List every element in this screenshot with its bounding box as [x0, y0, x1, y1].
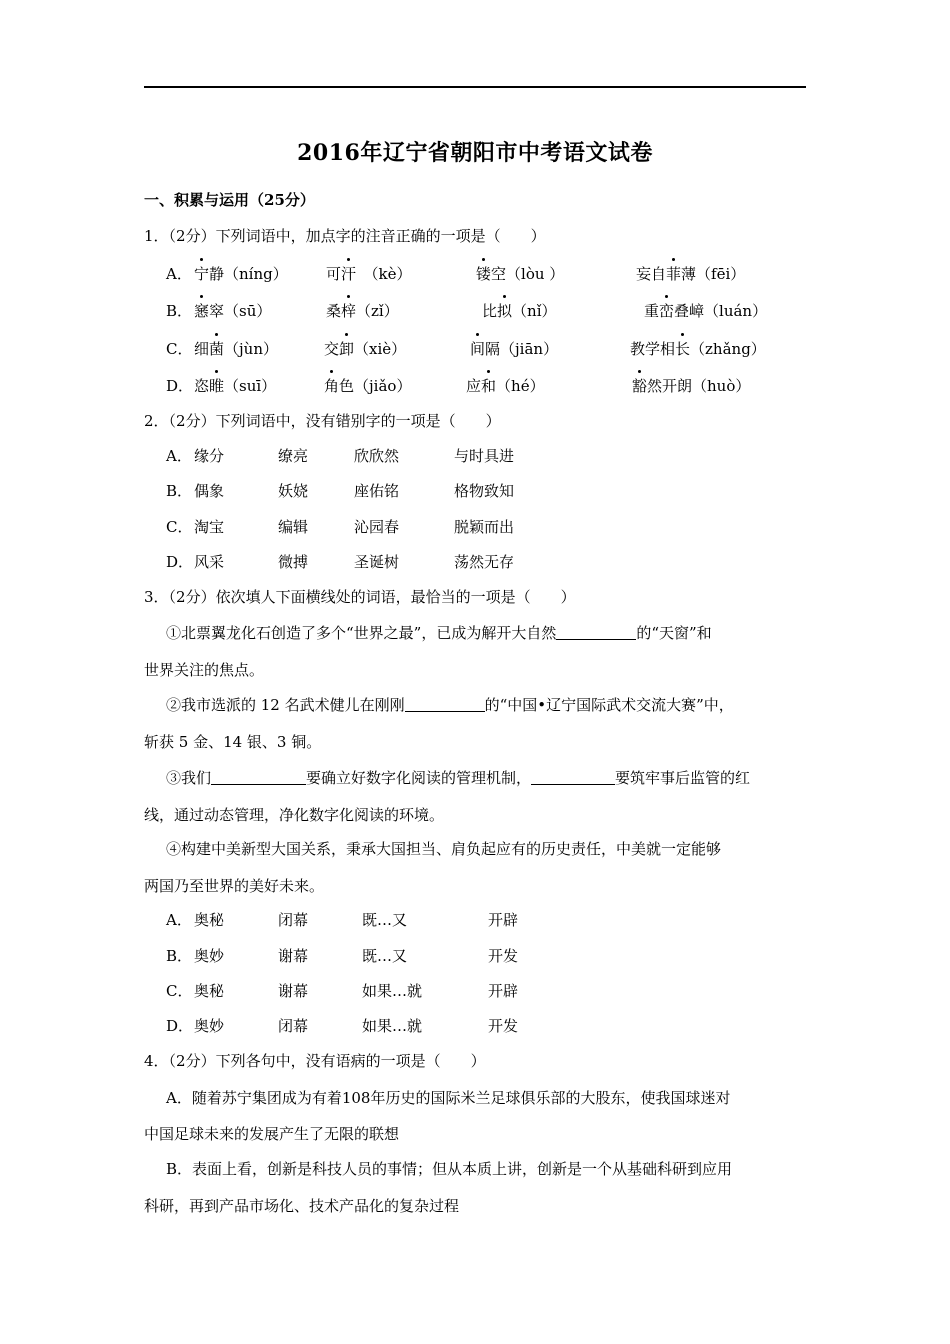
q2-option-item: 编辑 [278, 518, 309, 536]
q3-option-item: 闭幕 [278, 1017, 309, 1035]
q3-option-item: 奥妙 [194, 947, 225, 965]
page-title: 2016年辽宁省朝阳市中考语文试卷 [297, 140, 653, 166]
section-heading: 一、积累与运用（25分） [144, 191, 315, 209]
q3-option-item: 开辟 [488, 982, 519, 1000]
q3-option-item: 开发 [488, 947, 519, 965]
q3-option-item: 奥妙 [194, 1017, 225, 1035]
question-2-stem: 2．（2分）下列词语中，没有错别字的一项是（ ） [144, 412, 501, 430]
q2-option-item: 淘宝 [194, 518, 225, 536]
q3-option-item: 开辟 [488, 911, 519, 929]
q4-option-a-cont: 中国足球未来的发展产生了无限的联想 [144, 1125, 400, 1143]
q2-option-item: 脱颖而出 [454, 518, 515, 536]
q2-option-item: 妖娆 [278, 482, 309, 500]
q1-option-item: 桑梓（zǐ） [326, 302, 399, 320]
q2-option-label: B． [166, 482, 193, 500]
q3-option-item: 奥秘 [194, 911, 225, 929]
q1-option-item: 重峦叠嶂（luán） [644, 302, 768, 320]
q1-option-label: A． [166, 265, 192, 283]
q3-option-item: 既…又 [362, 911, 408, 929]
q2-option-item: 沁园春 [354, 518, 400, 536]
q1-option-label: B． [166, 302, 193, 320]
q1-option-item: 恣睢（suī） [194, 377, 277, 395]
q3-option-label: D． [166, 1017, 194, 1035]
fill-blank [405, 695, 485, 712]
q1-option-item: 豁然开朗（huò） [632, 377, 751, 395]
q2-option-item: 缭亮 [278, 447, 309, 465]
header-rule [144, 86, 806, 88]
q1-option-item: 镂空（lòu ） [476, 265, 565, 283]
q3-option-item: 闭幕 [278, 911, 309, 929]
q1-option-item: 窸窣（sū） [194, 302, 272, 320]
q4-option-a: A．随着苏宁集团成为有着108年历史的国际米兰足球俱乐部的大股东，使我国球迷对 [166, 1089, 731, 1107]
q1-option-item: 间隔（jiān） [470, 340, 559, 358]
q2-option-item: 荡然无存 [454, 553, 515, 571]
q4-option-b-cont: 科研，再到产品市场化、技术产品化的复杂过程 [144, 1197, 460, 1215]
q2-option-item: 圣诞树 [354, 553, 400, 571]
q3-sentence-2: ②我市选派的 12 名武术健儿在刚刚 的“中国•辽宁国际武术交流大赛”中， [166, 696, 734, 714]
q2-option-item: 格物致知 [454, 482, 515, 500]
q3-option-item: 既…又 [362, 947, 408, 965]
q2-option-item: 风采 [194, 553, 225, 571]
q1-option-item: 角色（jiǎo） [324, 377, 412, 395]
q1-option-label: C． [166, 340, 193, 358]
question-1-stem: 1．（2分）下列词语中，加点字的注音正确的一项是（ ） [144, 227, 546, 245]
q2-option-label: C． [166, 518, 193, 536]
q2-option-label: D． [166, 553, 194, 571]
q3-sentence-1-cont: 世界关注的焦点。 [144, 661, 265, 679]
q3-option-item: 谢幕 [278, 982, 309, 1000]
q1-option-item: 应和（hé） [466, 377, 545, 395]
question-4-stem: 4．（2分）下列各句中，没有语病的一项是（ ） [144, 1052, 486, 1070]
q3-option-label: C． [166, 982, 193, 1000]
q2-option-item: 座佑铭 [354, 482, 400, 500]
q2-option-item: 偶象 [194, 482, 225, 500]
question-3-stem: 3．（2分）依次填人下面横线处的词语，最恰当的一项是（ ） [144, 588, 576, 606]
fill-blank [531, 768, 615, 785]
q3-option-item: 奥秘 [194, 982, 225, 1000]
q3-sentence-1: ①北票翼龙化石创造了多个“世界之最”，已成为解开大自然 的“天窗”和 [166, 624, 712, 642]
fill-blank [556, 623, 636, 640]
q4-option-b: B．表面上看，创新是科技人员的事情；但从本质上讲，创新是一个从基础科研到应用 [166, 1160, 733, 1178]
q1-option-item: 妄自菲薄（fēi） [636, 265, 746, 283]
q3-option-label: A． [166, 911, 192, 929]
q1-option-item: 交卸（xiè） [324, 340, 407, 358]
q3-option-item: 谢幕 [278, 947, 309, 965]
q2-option-item: 缘分 [194, 447, 225, 465]
q1-option-label: D． [166, 377, 194, 395]
q3-sentence-3-cont: 线，通过动态管理，净化数字化阅读的环境。 [144, 806, 445, 824]
fill-blank [211, 768, 306, 785]
q1-option-item: 可汗 （kè） [326, 265, 412, 283]
q3-sentence-2-cont: 斩获 5 金、14 银、3 铜。 [144, 733, 322, 751]
q2-option-label: A． [166, 447, 192, 465]
q2-option-item: 与时具进 [454, 447, 515, 465]
q3-option-item: 开发 [488, 1017, 519, 1035]
q3-option-label: B． [166, 947, 193, 965]
q3-sentence-4: ④构建中美新型大国关系，秉承大国担当、肩负起应有的历史责任，中美就一定能够 [166, 840, 722, 858]
q3-option-item: 如果…就 [362, 982, 423, 1000]
q3-sentence-3: ③我们 要确立好数字化阅读的管理机制， 要筑牢事后监管的红 [166, 769, 751, 787]
q3-option-item: 如果…就 [362, 1017, 423, 1035]
q2-option-item: 欣欣然 [354, 447, 400, 465]
q1-option-item: 教学相长（zhǎng） [630, 340, 766, 358]
q2-option-item: 微搏 [278, 553, 309, 571]
q1-option-item: 宁静（níng） [194, 265, 288, 283]
q1-option-item: 比拟（nǐ） [482, 302, 557, 320]
q1-option-item: 细菌（jùn） [194, 340, 279, 358]
q3-sentence-4-cont: 两国乃至世界的美好未来。 [144, 877, 325, 895]
